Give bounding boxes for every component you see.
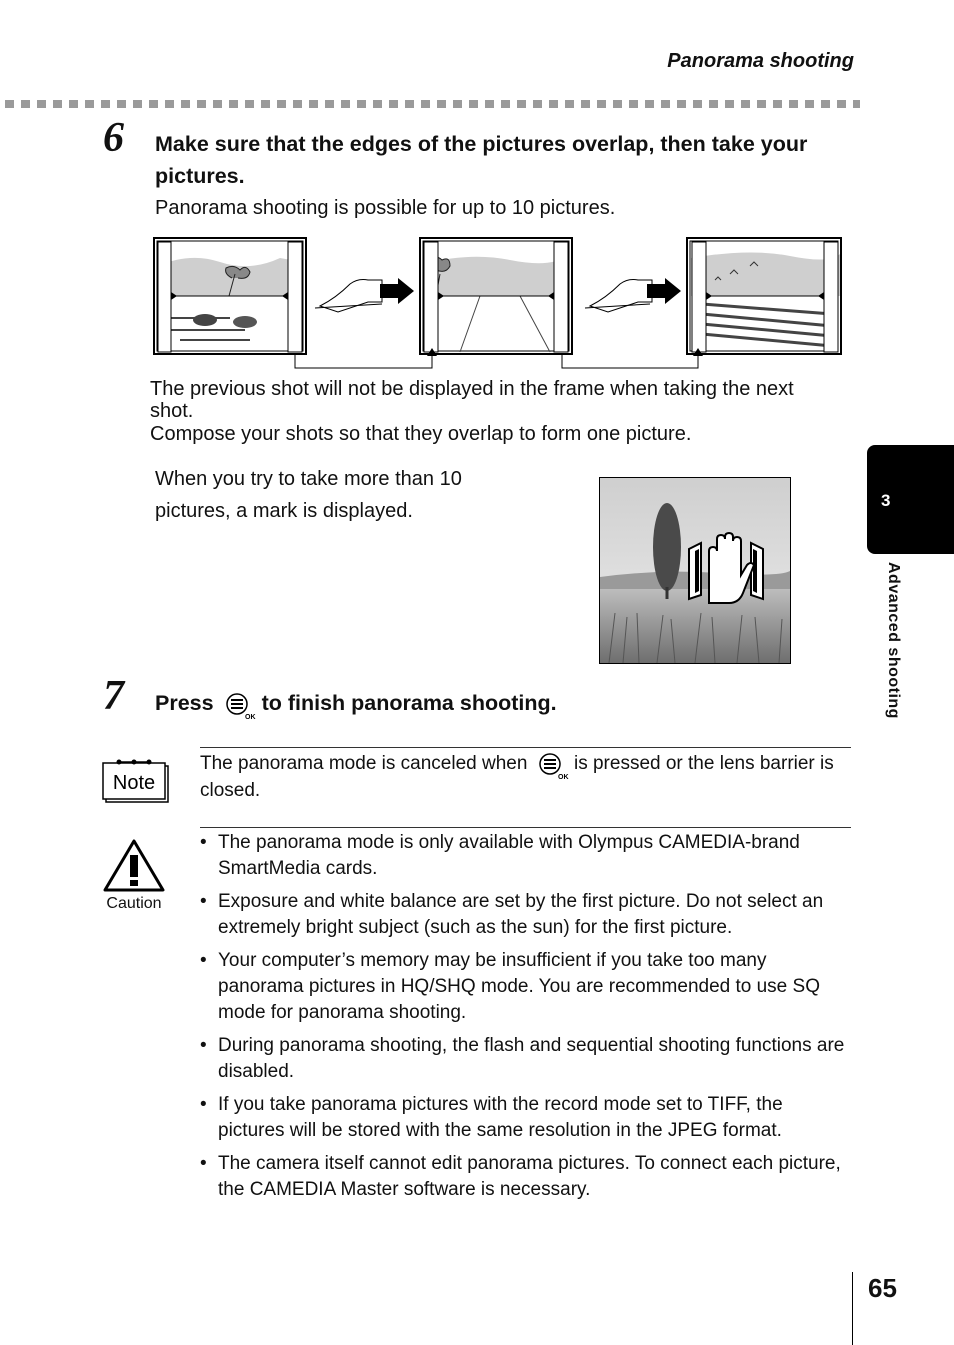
arrow-right-1 [380, 278, 414, 304]
caution-item: • The panorama mode is only available with Olympus CAMEDIA-brand SmartMedia cards. [200, 830, 850, 882]
step-6-caption-1: The previous shot will not be displayed in the frame when taking the next shot. [150, 378, 794, 422]
menu-ok-button-icon [539, 752, 569, 780]
caution-list-wrap [200, 830, 850, 1210]
chapter-label-wrap [868, 562, 908, 752]
caution-item: • Exposure and white balance are set by the first picture. Do not select an extremely bright subject (such as the sun) for the first picture. [200, 889, 850, 941]
caution-icon [100, 838, 168, 913]
step-7-title-after: to finish panorama shooting. [261, 691, 557, 715]
caution-label: Caution [106, 895, 162, 912]
step-6-number: 6 [103, 115, 124, 161]
step-6-title: Make sure that the edges of the pictures overlap, then take your pictures. [155, 132, 808, 188]
menu-ok-button-icon [226, 692, 256, 721]
limit-description: When you try to take more than 10 pictures, a mark is displayed. [155, 468, 462, 522]
panorama-frame-1 [154, 238, 306, 354]
caution-item: • Your computer’s memory may be insufficient if you take too many panorama pictures in HQ/SHQ mode. You are recommended to use SQ mode for panorama shooting. [200, 948, 850, 1026]
step-6-subtitle: Panorama shooting is possible for up to 10 pictures. [155, 197, 616, 219]
note-text-after: is pressed or the lens barrier is closed. [200, 753, 834, 801]
chapter-label: Advanced shooting [885, 562, 902, 719]
step-6-caption-2: Compose your shots so that they overlap to form one picture. [150, 423, 692, 445]
note-label: Note [112, 772, 156, 794]
step-7-title [155, 688, 557, 721]
svg-text:OK: OK [244, 714, 256, 721]
panorama-frame-2 [420, 238, 572, 354]
note-text-before: The panorama mode is canceled when [200, 753, 528, 774]
hand-stop-icon [689, 533, 763, 603]
caution-list [200, 830, 850, 1203]
panorama-frame-3 [687, 238, 841, 354]
caution-item: • If you take panorama pictures with the record mode set to TIFF, the pictures will be stored with the same resolution in the JPEG format. [200, 1092, 850, 1144]
header-dotted-rule [5, 100, 860, 108]
note-icon [102, 758, 172, 811]
panorama-sequence-illustration [150, 234, 846, 369]
caution-item: • During panorama shooting, the flash and sequential shooting functions are disabled. [200, 1033, 850, 1085]
chapter-number: 3 [881, 491, 891, 510]
step-7-number: 7 [103, 673, 124, 719]
limit-mark-photo [599, 477, 791, 664]
note-text [200, 750, 845, 804]
page-number-rule [852, 1272, 853, 1345]
step-7-title-before: Press [155, 691, 214, 715]
pan-hand-1 [315, 280, 382, 313]
svg-text:OK: OK [557, 773, 569, 780]
chapter-tab [867, 445, 954, 554]
page-number: 65 [868, 1273, 897, 1303]
overlap-connector-2 [562, 354, 698, 368]
section-title: Panorama shooting [667, 50, 854, 72]
overlap-connector-1 [295, 354, 432, 368]
note-rule [200, 747, 851, 748]
caution-item: • The camera itself cannot edit panorama pictures. To connect each picture, the CAMEDIA Master software is necessary. [200, 1151, 850, 1203]
pan-hand-2 [585, 280, 652, 313]
caution-rule [200, 827, 851, 828]
